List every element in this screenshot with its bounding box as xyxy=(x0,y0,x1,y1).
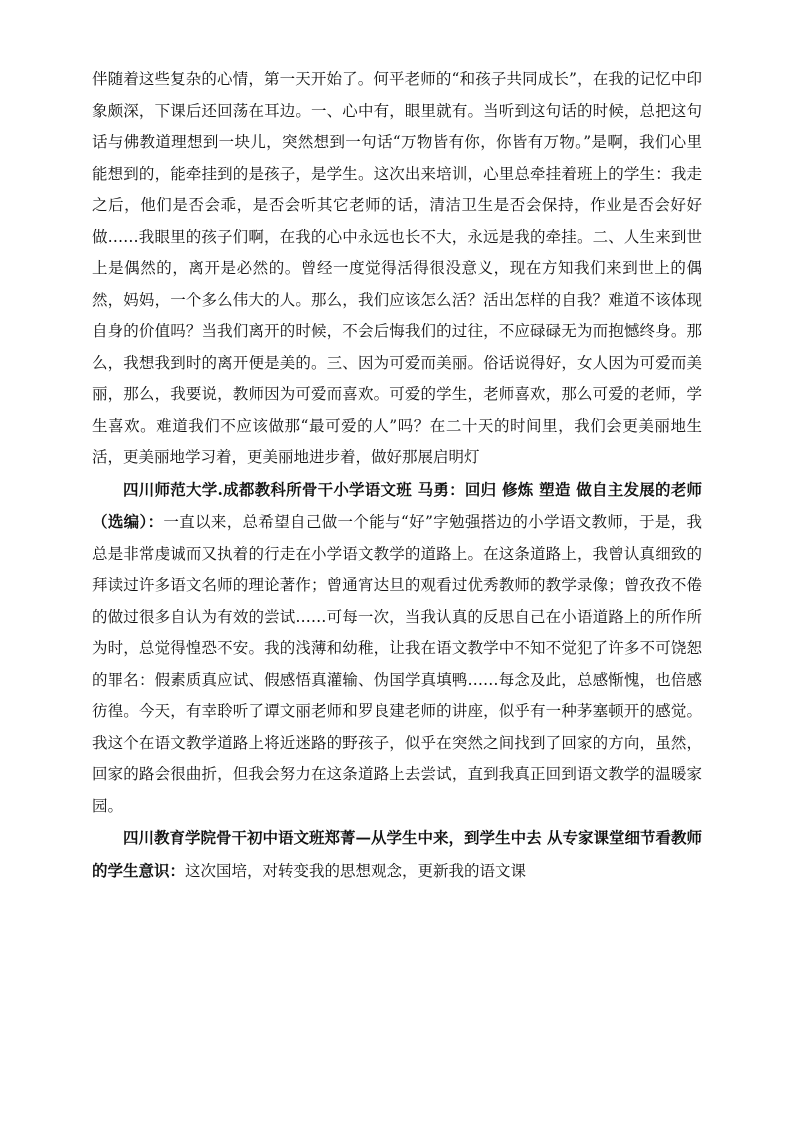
paragraph-3-heading: 四川教育学院骨干初中语文班郑菁—从学生中来，到学生中去 从专家课堂细节看教师的学生意识： xyxy=(92,828,702,880)
paragraph-3 xyxy=(92,822,702,887)
paragraph-1 xyxy=(92,64,702,474)
document-body xyxy=(92,64,702,887)
paragraph-1-text: 伴随着这些复杂的心情，第一天开始了。何平老师的“和孩子共同成长”，在我的记忆中印象颇深，下课后还回荡在耳边。一、心中有，眼里就有。当听到这句话的时候，总把这句话与佛教道理想到一块儿，突然想到一句话“万物皆有你，你皆有万物。”是啊，我们心里能想到的，能牵挂到的是孩子，是学生。这次出来培训，心里总牵挂着班上的学生：我走之后，他们是否会乖，是否会听其它老师的话，清洁卫生是否会保持，作业是否会好好做……我眼里的孩子们啊，在我的心中永远也长不大，永远是我的牵挂。二、人生来到世上是偶然的，离开是必然的。曾经一度觉得活得很没意义，现在方知我们来到世上的偶然，妈妈，一个多么伟大的人。那么，我们应该怎么活？活出怎样的自我？难道不该体现自身的价值吗？当我们离开的时候，不会后悔我们的过往，不应碌碌无为而抱憾终身。那么，我想我到时的离开便是美的。三、因为可爱而美丽。俗话说得好，女人因为可爱而美丽，那么，我要说，教师因为可爱而喜欢。可爱的学生，老师喜欢，那么可爱的老师，学生喜欢。难道我们不应该做那“最可爱的人”吗？在二十天的时间里，我们会更美丽地生活，更美丽地学习着，更美丽地进步着，做好那展启明灯 xyxy=(92,70,702,466)
paragraph-2-text: 一直以来，总希望自己做一个能与“好”字勉强搭边的小学语文教师，于是，我总是非常虔诚而又执着的行走在小学语文教学的道路上。在这条道路上，我曾认真细致的拜读过许多语文名师的理论著作；曾通宵达旦的观看过优秀教师的教学录像；曾孜孜不倦的做过很多自认为有效的尝试……可每一次，当我认真的反思自己在小语道路上的所作所为时，总觉得惶恐不安。我的浅薄和幼稚，让我在语文教学中不知不觉犯了许多不可饶恕的罪名：假素质真应试、假感悟真灌输、伪国学真填鸭……每念及此，总感惭愧，也倍感彷徨。今天，有幸聆听了谭文丽老师和罗良建老师的讲座，似乎有一种茅塞顿开的感觉。我这个在语文教学道路上将近迷路的野孩子，似乎在突然之间找到了回家的方向，虽然，回家的路会很曲折，但我会努力在这条道路上去尝试，直到我真正回到语文教学的温暖家园。 xyxy=(92,513,702,815)
paragraph-2 xyxy=(92,474,702,823)
paragraph-3-text: 这次国培，对转变我的思想观念，更新我的语文课 xyxy=(185,861,527,880)
paragraph-2-heading: 四川师范大学.成都教科所骨干小学语文班 马勇：回归 修炼 塑造 做自主发展的老师（选编）： xyxy=(92,479,702,531)
